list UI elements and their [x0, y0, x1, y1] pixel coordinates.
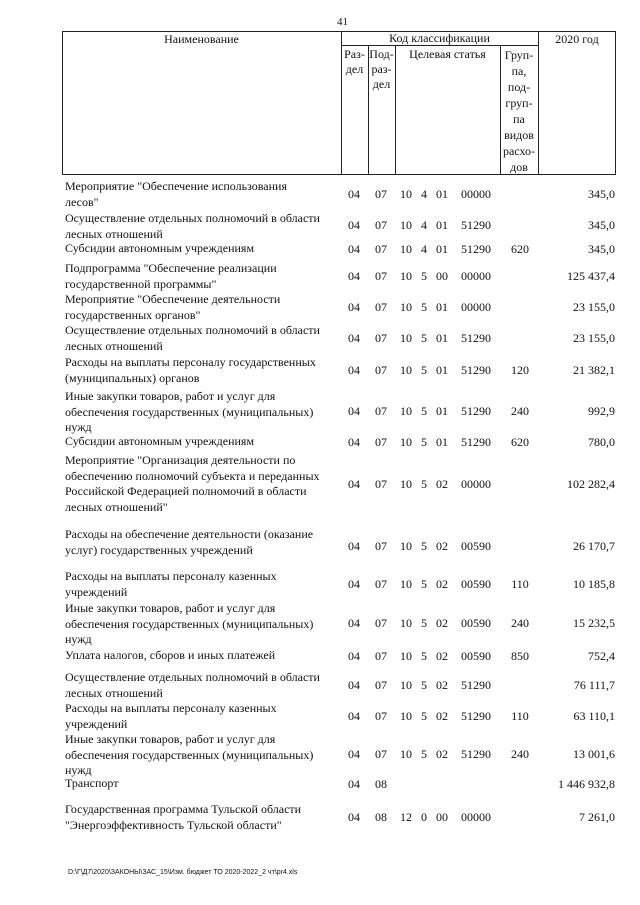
row-section: 04 [348, 186, 360, 201]
row-program: 10 [400, 218, 412, 233]
row-direction: 51290 [461, 404, 491, 419]
row-event: 01 [436, 218, 448, 233]
row-subprogram: 5 [421, 747, 427, 762]
row-subsection: 07 [375, 404, 387, 419]
row-program: 10 [400, 404, 412, 419]
row-name: Осуществление отдельных полномочий в области лесных отношений [65, 211, 320, 241]
row-event: 01 [436, 404, 448, 419]
row-subprogram: 0 [421, 809, 427, 824]
table-row [0, 261, 640, 292]
row-name: Уплата налогов, сборов и иных платежей [65, 648, 276, 662]
row-section: 04 [348, 477, 360, 492]
row-subsection: 08 [375, 809, 387, 824]
row-subprogram: 4 [421, 242, 427, 257]
row-subprogram: 5 [421, 708, 427, 723]
row-section: 04 [348, 330, 360, 345]
row-amount: 10 185,8 [573, 577, 615, 592]
row-name: Расходы на обеспечение деятельности (оказание услуг) государственных учреждений [65, 527, 314, 557]
table-row [0, 569, 640, 601]
row-subprogram: 4 [421, 218, 427, 233]
row-direction: 51290 [461, 218, 491, 233]
row-direction: 00590 [461, 616, 491, 631]
row-expense-group: 120 [511, 362, 529, 377]
row-direction: 51290 [461, 242, 491, 257]
row-amount: 23 155,0 [573, 299, 615, 314]
row-amount: 23 155,0 [573, 330, 615, 345]
row-amount: 752,4 [588, 649, 615, 664]
row-program: 10 [400, 708, 412, 723]
row-subprogram: 5 [421, 577, 427, 592]
row-subprogram: 5 [421, 299, 427, 314]
row-name: Расходы на выплаты персоналу государственных (муниципальных) органов [65, 355, 316, 385]
row-direction: 51290 [461, 677, 491, 692]
row-subsection: 07 [375, 747, 387, 762]
row-name: Мероприятие "Обеспечение деятельности государственных органов" [65, 292, 281, 322]
row-amount: 76 111,7 [573, 677, 615, 692]
row-subprogram: 5 [421, 677, 427, 692]
row-expense-group: 620 [511, 435, 529, 450]
row-event: 01 [436, 435, 448, 450]
row-amount: 13 001,6 [573, 747, 615, 762]
table-row [0, 211, 640, 241]
row-program: 10 [400, 362, 412, 377]
row-amount: 7 261,0 [579, 809, 615, 824]
row-event: 01 [436, 299, 448, 314]
row-subprogram: 5 [421, 435, 427, 450]
table-row [0, 701, 640, 732]
row-amount: 26 170,7 [573, 539, 615, 554]
row-subsection: 07 [375, 435, 387, 450]
row-section: 04 [348, 242, 360, 257]
row-section: 04 [348, 362, 360, 377]
row-direction: 00000 [461, 299, 491, 314]
row-name: Мероприятие "Организация деятельности по обеспечению полномочий субъекта и переданных Российской Федерацией полномочий в области лесных отношений" [65, 453, 320, 514]
row-program: 10 [400, 539, 412, 554]
row-event: 02 [436, 539, 448, 554]
row-subsection: 07 [375, 616, 387, 631]
table-row [0, 355, 640, 386]
row-name: Транспорт [65, 776, 119, 790]
header-subsection: Под- раз- дел [369, 47, 394, 91]
row-name: Государственная программа Тульской области "Энергоэффективность Тульской области" [65, 802, 302, 832]
table-row [0, 323, 640, 354]
row-direction: 00590 [461, 539, 491, 554]
row-amount: 102 282,4 [567, 477, 615, 492]
row-direction: 00590 [461, 649, 491, 664]
row-amount: 345,0 [588, 242, 615, 257]
row-name: Осуществление отдельных полномочий в области лесных отношений [65, 323, 320, 353]
row-event: 01 [436, 186, 448, 201]
row-amount: 63 110,1 [573, 708, 615, 723]
row-expense-group: 240 [511, 616, 529, 631]
row-program: 10 [400, 477, 412, 492]
row-expense-group: 240 [511, 747, 529, 762]
row-event: 02 [436, 616, 448, 631]
row-direction: 51290 [461, 708, 491, 723]
row-section: 04 [348, 649, 360, 664]
row-name: Иные закупки товаров, работ и услуг для обеспечения государственных (муниципальных) нужд [65, 389, 314, 434]
row-subsection: 08 [375, 777, 387, 792]
row-section: 04 [348, 677, 360, 692]
row-amount: 1 446 932,8 [558, 777, 615, 792]
row-program: 10 [400, 299, 412, 314]
row-subsection: 07 [375, 268, 387, 283]
row-name: Мероприятие "Обеспечение использования лесов" [65, 179, 287, 209]
row-program: 10 [400, 616, 412, 631]
row-expense-group: 110 [511, 577, 529, 592]
row-program: 10 [400, 577, 412, 592]
row-subprogram: 5 [421, 539, 427, 554]
row-name: Субсидии автономным учреждениям [65, 434, 255, 448]
row-subprogram: 5 [421, 477, 427, 492]
row-program: 10 [400, 747, 412, 762]
row-section: 04 [348, 616, 360, 631]
row-program: 10 [400, 435, 412, 450]
table-row [0, 241, 640, 259]
row-direction: 00000 [461, 186, 491, 201]
row-subsection: 07 [375, 242, 387, 257]
row-subprogram: 5 [421, 616, 427, 631]
table-row [0, 453, 640, 517]
row-program: 10 [400, 242, 412, 257]
row-program: 10 [400, 649, 412, 664]
header-name: Наименование [164, 32, 239, 46]
row-section: 04 [348, 747, 360, 762]
row-name: Иные закупки товаров, работ и услуг для обеспечения государственных (муниципальных) нужд [65, 601, 314, 646]
header-classification-code: Код классификации [389, 31, 490, 45]
row-event: 01 [436, 242, 448, 257]
table-row [0, 434, 640, 452]
row-subsection: 07 [375, 218, 387, 233]
row-subprogram: 4 [421, 186, 427, 201]
row-event: 00 [436, 809, 448, 824]
row-subsection: 07 [375, 330, 387, 345]
row-section: 04 [348, 708, 360, 723]
row-event: 00 [436, 268, 448, 283]
table-row [0, 802, 640, 833]
row-subsection: 07 [375, 186, 387, 201]
row-program: 10 [400, 330, 412, 345]
row-event: 02 [436, 577, 448, 592]
row-event: 02 [436, 677, 448, 692]
row-subsection: 07 [375, 577, 387, 592]
row-section: 04 [348, 777, 360, 792]
row-subprogram: 5 [421, 362, 427, 377]
row-direction: 51290 [461, 435, 491, 450]
row-expense-group: 110 [511, 708, 529, 723]
table-row [0, 389, 640, 435]
row-section: 04 [348, 539, 360, 554]
row-subsection: 07 [375, 708, 387, 723]
table-row [0, 601, 640, 647]
row-subprogram: 5 [421, 404, 427, 419]
row-event: 01 [436, 362, 448, 377]
row-subprogram: 5 [421, 268, 427, 283]
row-direction: 00000 [461, 268, 491, 283]
row-program: 10 [400, 186, 412, 201]
row-name: Расходы на выплаты персоналу казенных учреждений [65, 569, 277, 599]
row-amount: 992,9 [588, 404, 615, 419]
row-event: 02 [436, 649, 448, 664]
row-amount: 345,0 [588, 186, 615, 201]
row-direction: 51290 [461, 747, 491, 762]
row-program: 12 [400, 809, 412, 824]
row-section: 04 [348, 268, 360, 283]
row-name: Субсидии автономным учреждениям [65, 241, 255, 255]
file-path-footer: D:\Г\Д7\2020\ЗАКОНЫ\ЗАС_15\Изм. бюджет ТО 2020-2022_2 чт\pr4.xls [68, 869, 298, 876]
row-expense-group: 850 [511, 649, 529, 664]
row-amount: 21 382,1 [573, 362, 615, 377]
row-amount: 780,0 [588, 435, 615, 450]
row-section: 04 [348, 577, 360, 592]
row-program: 10 [400, 677, 412, 692]
table-row [0, 670, 640, 701]
row-subsection: 07 [375, 477, 387, 492]
row-direction: 00590 [461, 577, 491, 592]
row-subsection: 07 [375, 299, 387, 314]
row-amount: 125 437,4 [567, 268, 615, 283]
row-expense-group: 620 [511, 242, 529, 257]
row-section: 04 [348, 218, 360, 233]
row-event: 02 [436, 708, 448, 723]
table-row [0, 527, 640, 567]
row-section: 04 [348, 809, 360, 824]
table-row [0, 732, 640, 778]
header-section: Раз- дел [344, 47, 365, 76]
row-amount: 15 232,5 [573, 616, 615, 631]
row-event: 02 [436, 747, 448, 762]
page-number: 41 [337, 16, 348, 28]
header-target-article: Целевая статья [409, 47, 486, 61]
row-direction: 00000 [461, 809, 491, 824]
row-program: 10 [400, 268, 412, 283]
row-section: 04 [348, 299, 360, 314]
row-subprogram: 5 [421, 330, 427, 345]
row-name: Осуществление отдельных полномочий в области лесных отношений [65, 670, 320, 700]
row-name: Расходы на выплаты персоналу казенных учреждений [65, 701, 277, 731]
row-expense-group: 240 [511, 404, 529, 419]
row-event: 01 [436, 330, 448, 345]
row-subsection: 07 [375, 539, 387, 554]
row-name: Подпрограмма "Обеспечение реализации государственной программы" [65, 261, 277, 291]
table-row [0, 179, 640, 210]
row-direction: 51290 [461, 330, 491, 345]
row-direction: 51290 [461, 362, 491, 377]
row-name: Иные закупки товаров, работ и услуг для обеспечения государственных (муниципальных) нужд [65, 732, 314, 777]
row-section: 04 [348, 404, 360, 419]
table-row [0, 776, 640, 794]
row-event: 02 [436, 477, 448, 492]
table-row [0, 292, 640, 323]
row-section: 04 [348, 435, 360, 450]
row-amount: 345,0 [588, 218, 615, 233]
header-year: 2020 год [555, 32, 599, 46]
row-subsection: 07 [375, 362, 387, 377]
row-subsection: 07 [375, 677, 387, 692]
header-expense-group: Груп- па, под- груп- па видов расхо- дов [502, 48, 536, 174]
row-subsection: 07 [375, 649, 387, 664]
row-direction: 00000 [461, 477, 491, 492]
table-row [0, 648, 640, 666]
row-subprogram: 5 [421, 649, 427, 664]
